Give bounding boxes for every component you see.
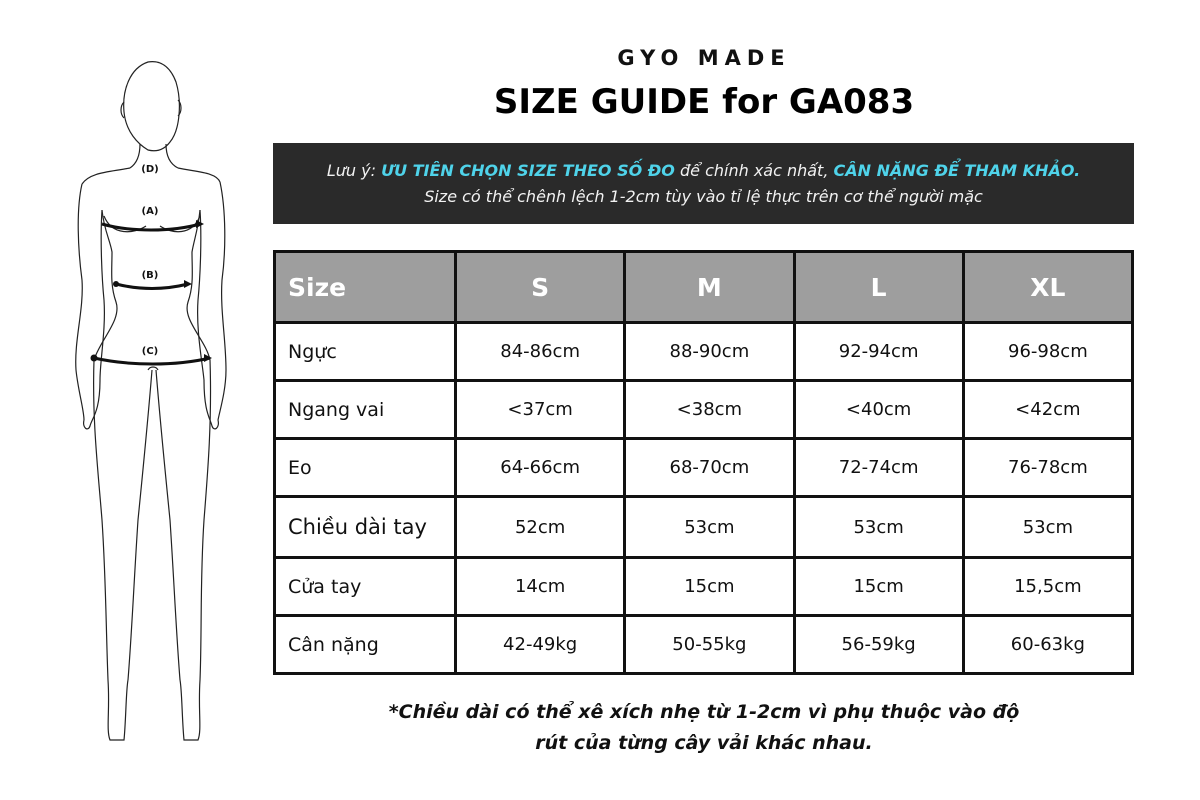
header-size: Size xyxy=(275,252,456,323)
note-middle: để chính xác nhất, xyxy=(674,161,834,180)
brand-name: GYO MADE xyxy=(617,46,791,70)
measure-line-b xyxy=(116,284,188,289)
table-cell: 60-63kg xyxy=(963,616,1132,674)
footnote-line-2: rút của từng cây vải khác nhau. xyxy=(535,732,873,754)
table-cell: <38cm xyxy=(625,381,794,439)
figure-label-a: (A) xyxy=(141,206,159,217)
table-cell: 64-66cm xyxy=(456,439,625,497)
figure-head xyxy=(124,62,180,151)
size-table xyxy=(273,250,1134,675)
table-cell: 52cm xyxy=(456,497,625,558)
page-title: SIZE GUIDE for GA083 xyxy=(493,82,915,122)
table-cell: 96-98cm xyxy=(963,323,1132,381)
row-label: Ngang vai xyxy=(275,381,456,439)
note-highlight-2: CÂN NẶNG ĐỂ THAM KHẢO. xyxy=(833,161,1081,180)
table-header-row xyxy=(275,252,1133,323)
table-cell: <37cm xyxy=(456,381,625,439)
table-row xyxy=(275,616,1133,674)
table-cell: 72-74cm xyxy=(794,439,963,497)
table-cell: 88-90cm xyxy=(625,323,794,381)
note-prefix: Lưu ý: xyxy=(326,161,382,180)
table-row xyxy=(275,497,1133,558)
table-row xyxy=(275,323,1133,381)
figure-label-b: (B) xyxy=(141,270,159,281)
table-cell: <40cm xyxy=(794,381,963,439)
table-cell: 68-70cm xyxy=(625,439,794,497)
table-cell: 15cm xyxy=(625,558,794,616)
table-cell: 53cm xyxy=(625,497,794,558)
header-s: S xyxy=(456,252,625,323)
note-highlight-1: ƯU TIÊN CHỌN SIZE THEO SỐ ĐO xyxy=(381,161,675,180)
table-row xyxy=(275,439,1133,497)
table-cell: 53cm xyxy=(963,497,1132,558)
table-row xyxy=(275,558,1133,616)
table-cell: 42-49kg xyxy=(456,616,625,674)
table-cell: 14cm xyxy=(456,558,625,616)
note-line-2: Size có thể chênh lệch 1-2cm tùy vào tỉ lệ thực trên cơ thể người mặc xyxy=(424,187,983,206)
measure-line-c xyxy=(94,358,210,364)
note-banner xyxy=(273,143,1134,224)
row-label: Ngực xyxy=(275,323,456,381)
table-cell: 56-59kg xyxy=(794,616,963,674)
body-measurement-figure xyxy=(60,40,260,760)
row-label: Chiều dài tay xyxy=(275,497,456,558)
row-label: Cửa tay xyxy=(275,558,456,616)
table-cell: 53cm xyxy=(794,497,963,558)
header-l: L xyxy=(794,252,963,323)
header-m: M xyxy=(625,252,794,323)
table-cell: 15,5cm xyxy=(963,558,1132,616)
footnote-line-1: *Chiều dài có thể xê xích nhẹ từ 1-2cm vì phụ thuộc vào độ xyxy=(388,701,1020,723)
table-cell: <42cm xyxy=(963,381,1132,439)
row-label: Eo xyxy=(275,439,456,497)
table-cell: 76-78cm xyxy=(963,439,1132,497)
table-cell: 92-94cm xyxy=(794,323,963,381)
figure-label-c: (C) xyxy=(141,346,159,357)
header-xl: XL xyxy=(963,252,1132,323)
table-cell: 15cm xyxy=(794,558,963,616)
table-cell: 84-86cm xyxy=(456,323,625,381)
footnote xyxy=(274,697,1134,759)
table-row xyxy=(275,381,1133,439)
row-label: Cân nặng xyxy=(275,616,456,674)
table-cell: 50-55kg xyxy=(625,616,794,674)
note-line-1 xyxy=(273,158,1134,184)
figure-label-d: (D) xyxy=(141,164,159,175)
